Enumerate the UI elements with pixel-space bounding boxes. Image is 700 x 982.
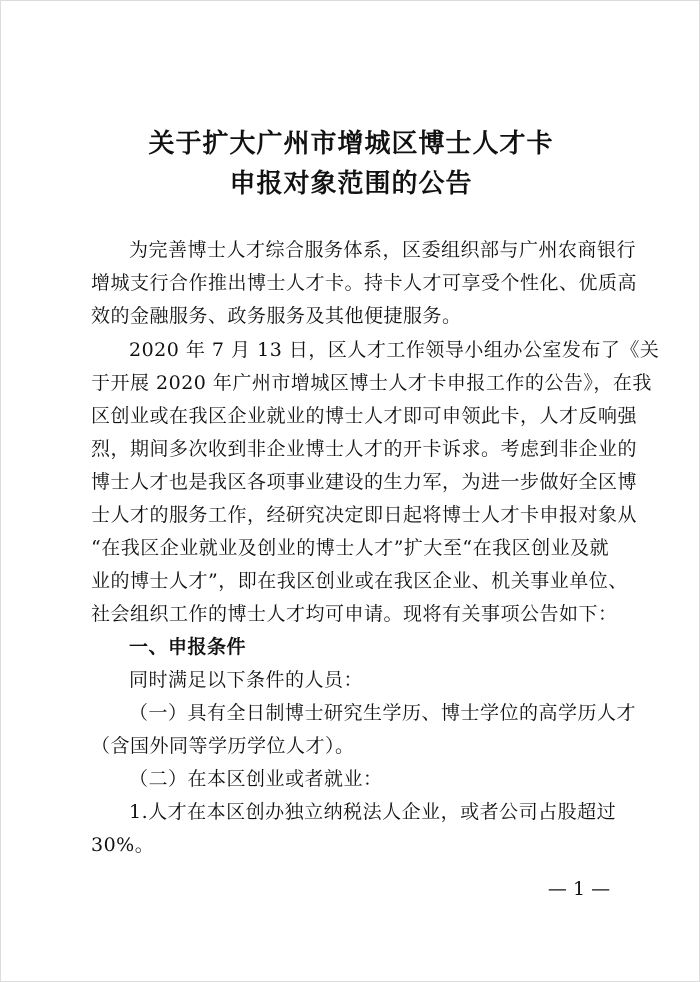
paragraph-line: 同时满足以下条件的人员： xyxy=(129,669,364,691)
section-heading: 一、申报条件 xyxy=(129,636,247,658)
paragraph-line: 2020 年 7 月 13 日，区人才工作领导小组办公室发布了《关 xyxy=(129,339,660,361)
paragraph-line: 为完善博士人才综合服务体系，区委组织部与广州农商银行 xyxy=(129,239,637,261)
page-number: — 1 — xyxy=(547,878,611,900)
paragraph-line: 社会组织工作的博士人才均可申请。现将有关事项公告如下： xyxy=(91,603,618,625)
paragraph-line: 烈，期间多次收到非企业博士人才的开卡诉求。考虑到非企业的 xyxy=(91,438,638,460)
paragraph-line: （二）在本区创业或者就业： xyxy=(129,768,383,790)
paragraph-line: 1.人才在本区创办独立纳税法人企业，或者公司占股超过 xyxy=(129,801,617,823)
document-title-line-2: 申报对象范围的公告 xyxy=(229,169,473,199)
paragraph-line: “在我区企业就业及创业的博士人才”扩大至“在我区创业及就 xyxy=(91,537,610,559)
paragraph-line: （含国外同等学历学位人才）。 xyxy=(91,735,355,757)
paragraph-line: 于开展 2020 年广州市增城区博士人才卡申报工作的公告》，在我 xyxy=(91,372,652,394)
paragraph-line: （一）具有全日制博士研究生学历、博士学位的高学历人才 xyxy=(129,702,637,724)
paragraph-line: 士人才的服务工作，经研究决定即日起将博士人才卡申报对象从 xyxy=(91,504,638,526)
paragraph-line: 博士人才也是我区各项事业建设的生力军，为进一步做好全区博 xyxy=(91,471,638,493)
document-title-line-1: 关于扩大广州市增城区博士人才卡 xyxy=(148,129,554,159)
paragraph-line: 30%。 xyxy=(91,834,155,856)
paragraph-line: 业的博士人才”，即在我区创业或在我区企业、机关事业单位、 xyxy=(91,570,628,592)
paragraph-line: 效的金融服务、政务服务及其他便捷服务。 xyxy=(91,305,462,327)
paragraph-line: 区创业或在我区企业就业的博士人才即可申领此卡，人才反响强 xyxy=(91,405,638,427)
paragraph-line: 增城支行合作推出博士人才卡。持卡人才可享受个性化、优质高 xyxy=(91,272,638,294)
